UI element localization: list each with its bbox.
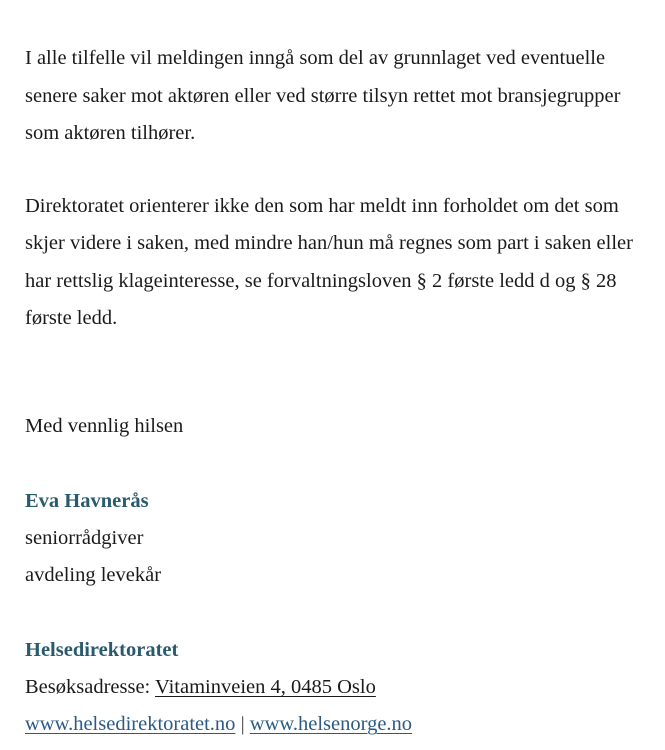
visiting-address	[25, 669, 376, 707]
body-paragraph-2: Direktoratet orienterer ikke den som har meldt inn forholdet om det som skjer videre i saken, med mindre han/hun må regnes som part i saken eller har rettslig klageinteresse, se forvaltningsloven § 2 første ledd d og § 28 første ledd.	[25, 194, 633, 329]
signature-name: Eva Havnerås	[25, 490, 149, 512]
letter-body	[25, 40, 650, 338]
signature-title: seniorrådgiver	[25, 527, 144, 549]
address-value: Vitaminveien 4, 0485 Oslo	[155, 676, 376, 698]
body-paragraph-1: I alle tilfelle vil meldingen inngå som del av grunnlaget ved eventuelle senere saker mot aktøren eller ved større tilsyn rettet mot bransjegrupper som aktøren tilhører.	[25, 47, 621, 144]
signature-department: avdeling levekår	[25, 564, 162, 586]
closing-greeting: Med vennlig hilsen	[25, 415, 184, 437]
link-separator: |	[240, 713, 245, 735]
address-label: Besøksadresse:	[25, 676, 151, 698]
website-links	[25, 706, 412, 744]
link-helsedirektoratet[interactable]: www.helsedirektoratet.no	[25, 713, 236, 735]
link-helsenorge[interactable]: www.helsenorge.no	[249, 713, 413, 735]
organization-name: Helsedirektoratet	[25, 639, 179, 661]
